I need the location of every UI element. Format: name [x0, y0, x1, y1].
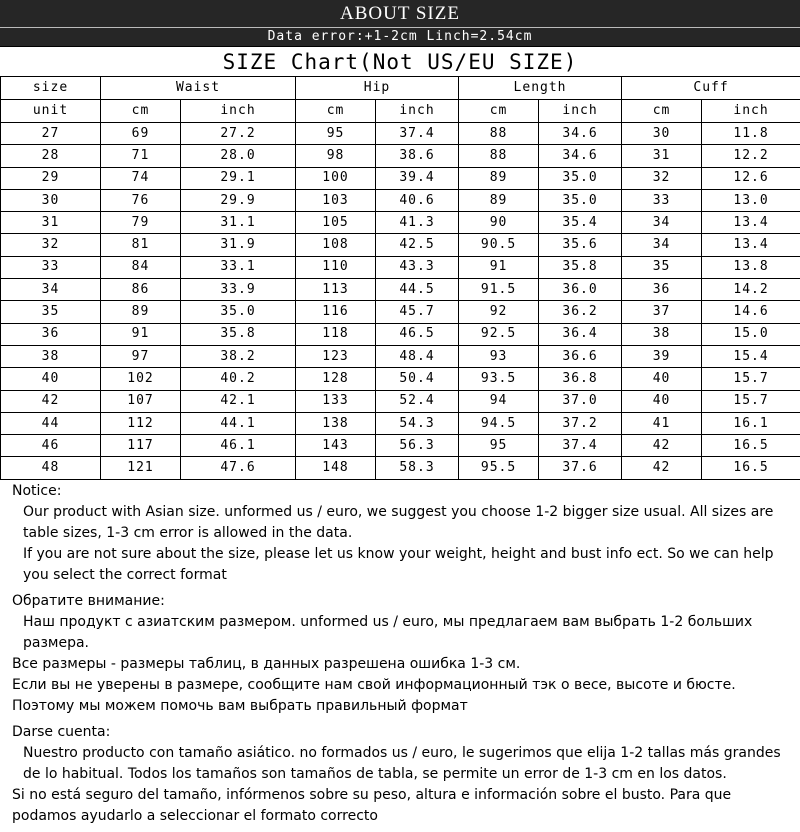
table-cell: 41: [622, 412, 702, 434]
table-cell: 79: [101, 212, 181, 234]
table-cell: 102: [101, 368, 181, 390]
table-cell: 98: [296, 145, 376, 167]
table-cell: 89: [101, 301, 181, 323]
table-cell: 74: [101, 167, 181, 189]
notice-en-paragraph-2: If you are not sure about the size, please let us know your weight, height and bust info ect. So we can help you select the correct format: [12, 544, 792, 586]
table-cell: 12.6: [702, 167, 800, 189]
table-cell: 143: [296, 435, 376, 457]
header-unit: unit: [1, 100, 101, 123]
table-cell: 46.5: [376, 323, 459, 345]
table-cell: 42: [622, 435, 702, 457]
table-cell: 46.1: [181, 435, 296, 457]
table-cell: 30: [1, 189, 101, 211]
table-cell: 91: [459, 256, 539, 278]
table-cell: 95: [459, 435, 539, 457]
table-cell: 42: [622, 457, 702, 479]
header-length: Length: [459, 77, 622, 100]
table-cell: 32: [622, 167, 702, 189]
table-cell: 33.1: [181, 256, 296, 278]
notice-heading-en: Notice:: [12, 481, 792, 502]
table-cell: 113: [296, 279, 376, 301]
table-row: [1, 167, 800, 189]
table-cell: 138: [296, 412, 376, 434]
table-cell: 48.4: [376, 345, 459, 367]
table-cell: 36.2: [539, 301, 622, 323]
table-cell: 30: [622, 123, 702, 145]
header-length-cm: cm: [459, 100, 539, 123]
table-cell: 48: [1, 457, 101, 479]
table-cell: 46: [1, 435, 101, 457]
table-cell: 91.5: [459, 279, 539, 301]
notice-ru-paragraph-3: Если вы не уверены в размере, сообщите нам свой информационный тэк о весе, высоте и бюсте. Поэтому мы можем помочь вам выбрать правильный формат: [12, 675, 792, 717]
table-cell: 31.1: [181, 212, 296, 234]
table-cell: 28: [1, 145, 101, 167]
table-cell: 33.9: [181, 279, 296, 301]
notice-russian: [12, 591, 792, 717]
table-cell: 34: [1, 279, 101, 301]
table-row: [1, 145, 800, 167]
table-cell: 39.4: [376, 167, 459, 189]
table-cell: 121: [101, 457, 181, 479]
table-cell: 133: [296, 390, 376, 412]
table-row: [1, 323, 800, 345]
table-cell: 44.5: [376, 279, 459, 301]
table-cell: 38: [1, 345, 101, 367]
table-cell: 112: [101, 412, 181, 434]
table-row: [1, 279, 800, 301]
table-cell: 38: [622, 323, 702, 345]
notice-ru-paragraph-2: Все размеры - размеры таблиц, в данных разрешена ошибка 1-3 см.: [12, 654, 792, 675]
table-cell: 38.6: [376, 145, 459, 167]
table-cell: 42: [1, 390, 101, 412]
table-cell: 16.5: [702, 457, 800, 479]
table-cell: 33: [622, 189, 702, 211]
table-row: [1, 435, 800, 457]
table-cell: 107: [101, 390, 181, 412]
table-cell: 95.5: [459, 457, 539, 479]
table-cell: 52.4: [376, 390, 459, 412]
table-cell: 15.0: [702, 323, 800, 345]
header-hip-cm: cm: [296, 100, 376, 123]
table-cell: 97: [101, 345, 181, 367]
table-cell: 14.2: [702, 279, 800, 301]
table-row: [1, 123, 800, 145]
table-cell: 40.2: [181, 368, 296, 390]
header-row-units: [1, 100, 800, 123]
table-cell: 29: [1, 167, 101, 189]
table-cell: 12.2: [702, 145, 800, 167]
table-cell: 36.0: [539, 279, 622, 301]
table-cell: 44.1: [181, 412, 296, 434]
table-cell: 40: [1, 368, 101, 390]
notice-ru-paragraph-1: Наш продукт с азиатским размером. unformed us / euro, мы предлагаем вам выбрать 1-2 больших размера.: [12, 612, 792, 654]
table-cell: 29.9: [181, 189, 296, 211]
table-cell: 47.6: [181, 457, 296, 479]
table-cell: 13.0: [702, 189, 800, 211]
table-cell: 94.5: [459, 412, 539, 434]
table-cell: 54.3: [376, 412, 459, 434]
table-cell: 117: [101, 435, 181, 457]
header-cuff: Cuff: [622, 77, 800, 100]
table-cell: 92: [459, 301, 539, 323]
table-cell: 95: [296, 123, 376, 145]
table-cell: 39: [622, 345, 702, 367]
table-cell: 36.4: [539, 323, 622, 345]
table-cell: 16.5: [702, 435, 800, 457]
table-cell: 123: [296, 345, 376, 367]
table-cell: 42.1: [181, 390, 296, 412]
table-cell: 42.5: [376, 234, 459, 256]
header-hip-inch: inch: [376, 100, 459, 123]
table-cell: 34.6: [539, 145, 622, 167]
table-cell: 15.4: [702, 345, 800, 367]
notice-heading-es: Darse cuenta:: [12, 722, 792, 743]
table-cell: 13.8: [702, 256, 800, 278]
table-row: [1, 189, 800, 211]
table-cell: 35.8: [181, 323, 296, 345]
table-cell: 37.4: [376, 123, 459, 145]
table-cell: 40: [622, 390, 702, 412]
table-cell: 29.1: [181, 167, 296, 189]
table-cell: 44: [1, 412, 101, 434]
table-cell: 108: [296, 234, 376, 256]
table-row: [1, 301, 800, 323]
table-cell: 93.5: [459, 368, 539, 390]
table-cell: 91: [101, 323, 181, 345]
table-row: [1, 368, 800, 390]
notice-heading-ru: Обратите внимание:: [12, 591, 792, 612]
table-cell: 37.4: [539, 435, 622, 457]
table-cell: 35.0: [181, 301, 296, 323]
notice-spanish: [12, 722, 792, 827]
table-cell: 89: [459, 189, 539, 211]
table-cell: 69: [101, 123, 181, 145]
table-cell: 13.4: [702, 212, 800, 234]
notice-es-paragraph-1: Nuestro producto con tamaño asiático. no formados us / euro, le sugerimos que elija 1-2 tallas más grandes de lo habitual. Todos los tamaños son tamaños de tabla, se permite un error de 1-3 cm en los datos.: [12, 743, 792, 785]
table-cell: 36: [622, 279, 702, 301]
data-error-text: Data error:+1-2cm Linch=2.54cm: [268, 29, 533, 44]
table-cell: 27.2: [181, 123, 296, 145]
table-cell: 118: [296, 323, 376, 345]
table-cell: 76: [101, 189, 181, 211]
table-cell: 90.5: [459, 234, 539, 256]
table-cell: 35.6: [539, 234, 622, 256]
table-cell: 14.6: [702, 301, 800, 323]
size-chart-table: [0, 76, 800, 480]
table-cell: 41.3: [376, 212, 459, 234]
table-cell: 148: [296, 457, 376, 479]
table-cell: 37.0: [539, 390, 622, 412]
size-chart-title: SIZE Chart(Not US/EU SIZE): [0, 46, 800, 76]
table-cell: 37: [622, 301, 702, 323]
table-row: [1, 345, 800, 367]
table-cell: 36: [1, 323, 101, 345]
table-cell: 34: [622, 234, 702, 256]
table-cell: 40.6: [376, 189, 459, 211]
table-cell: 15.7: [702, 390, 800, 412]
table-cell: 37.2: [539, 412, 622, 434]
table-cell: 86: [101, 279, 181, 301]
header-size: size: [1, 77, 101, 100]
table-cell: 31.9: [181, 234, 296, 256]
table-cell: 84: [101, 256, 181, 278]
table-row: [1, 412, 800, 434]
table-cell: 94: [459, 390, 539, 412]
table-cell: 28.0: [181, 145, 296, 167]
table-cell: 58.3: [376, 457, 459, 479]
table-cell: 16.1: [702, 412, 800, 434]
table-cell: 35.0: [539, 167, 622, 189]
header-cuff-inch: inch: [702, 100, 800, 123]
table-cell: 27: [1, 123, 101, 145]
notice-english: [12, 481, 792, 586]
table-cell: 34: [622, 212, 702, 234]
header-waist-cm: cm: [101, 100, 181, 123]
table-cell: 36.6: [539, 345, 622, 367]
header-waist-inch: inch: [181, 100, 296, 123]
table-cell: 13.4: [702, 234, 800, 256]
notice-en-paragraph-1: Our product with Asian size. unformed us / euro, we suggest you choose 1-2 bigger size usual. All sizes are table sizes, 1-3 cm error is allowed in the data.: [12, 502, 792, 544]
data-error-banner: [0, 27, 800, 46]
table-cell: 93: [459, 345, 539, 367]
table-row: [1, 234, 800, 256]
table-cell: 35.0: [539, 189, 622, 211]
table-cell: 116: [296, 301, 376, 323]
table-cell: 35.8: [539, 256, 622, 278]
table-cell: 32: [1, 234, 101, 256]
table-cell: 31: [622, 145, 702, 167]
table-cell: 71: [101, 145, 181, 167]
table-cell: 36.8: [539, 368, 622, 390]
table-cell: 40: [622, 368, 702, 390]
table-cell: 35: [622, 256, 702, 278]
table-cell: 43.3: [376, 256, 459, 278]
table-cell: 34.6: [539, 123, 622, 145]
table-cell: 100: [296, 167, 376, 189]
table-row: [1, 457, 800, 479]
table-cell: 31: [1, 212, 101, 234]
header-waist: Waist: [101, 77, 296, 100]
header-row-measurements: [1, 77, 800, 100]
table-cell: 35: [1, 301, 101, 323]
notice-es-paragraph-2: Si no está seguro del tamaño, infórmenos sobre su peso, altura e información sobre el busto. Para que podamos ayudarlo a seleccionar el formato correcto: [12, 785, 792, 827]
size-notes: [12, 481, 792, 832]
table-cell: 90: [459, 212, 539, 234]
about-size-banner: ABOUT SIZE: [0, 0, 800, 27]
header-hip: Hip: [296, 77, 459, 100]
table-cell: 50.4: [376, 368, 459, 390]
table-cell: 45.7: [376, 301, 459, 323]
table-cell: 92.5: [459, 323, 539, 345]
table-cell: 110: [296, 256, 376, 278]
table-cell: 15.7: [702, 368, 800, 390]
table-cell: 88: [459, 145, 539, 167]
table-cell: 128: [296, 368, 376, 390]
table-cell: 33: [1, 256, 101, 278]
table-cell: 37.6: [539, 457, 622, 479]
table-cell: 105: [296, 212, 376, 234]
table-cell: 35.4: [539, 212, 622, 234]
table-cell: 11.8: [702, 123, 800, 145]
table-cell: 56.3: [376, 435, 459, 457]
header-length-inch: inch: [539, 100, 622, 123]
table-row: [1, 390, 800, 412]
table-cell: 88: [459, 123, 539, 145]
banner-divider: [0, 27, 800, 28]
table-row: [1, 212, 800, 234]
table-cell: 81: [101, 234, 181, 256]
table-cell: 38.2: [181, 345, 296, 367]
table-cell: 89: [459, 167, 539, 189]
table-cell: 103: [296, 189, 376, 211]
table-row: [1, 256, 800, 278]
header-cuff-cm: cm: [622, 100, 702, 123]
